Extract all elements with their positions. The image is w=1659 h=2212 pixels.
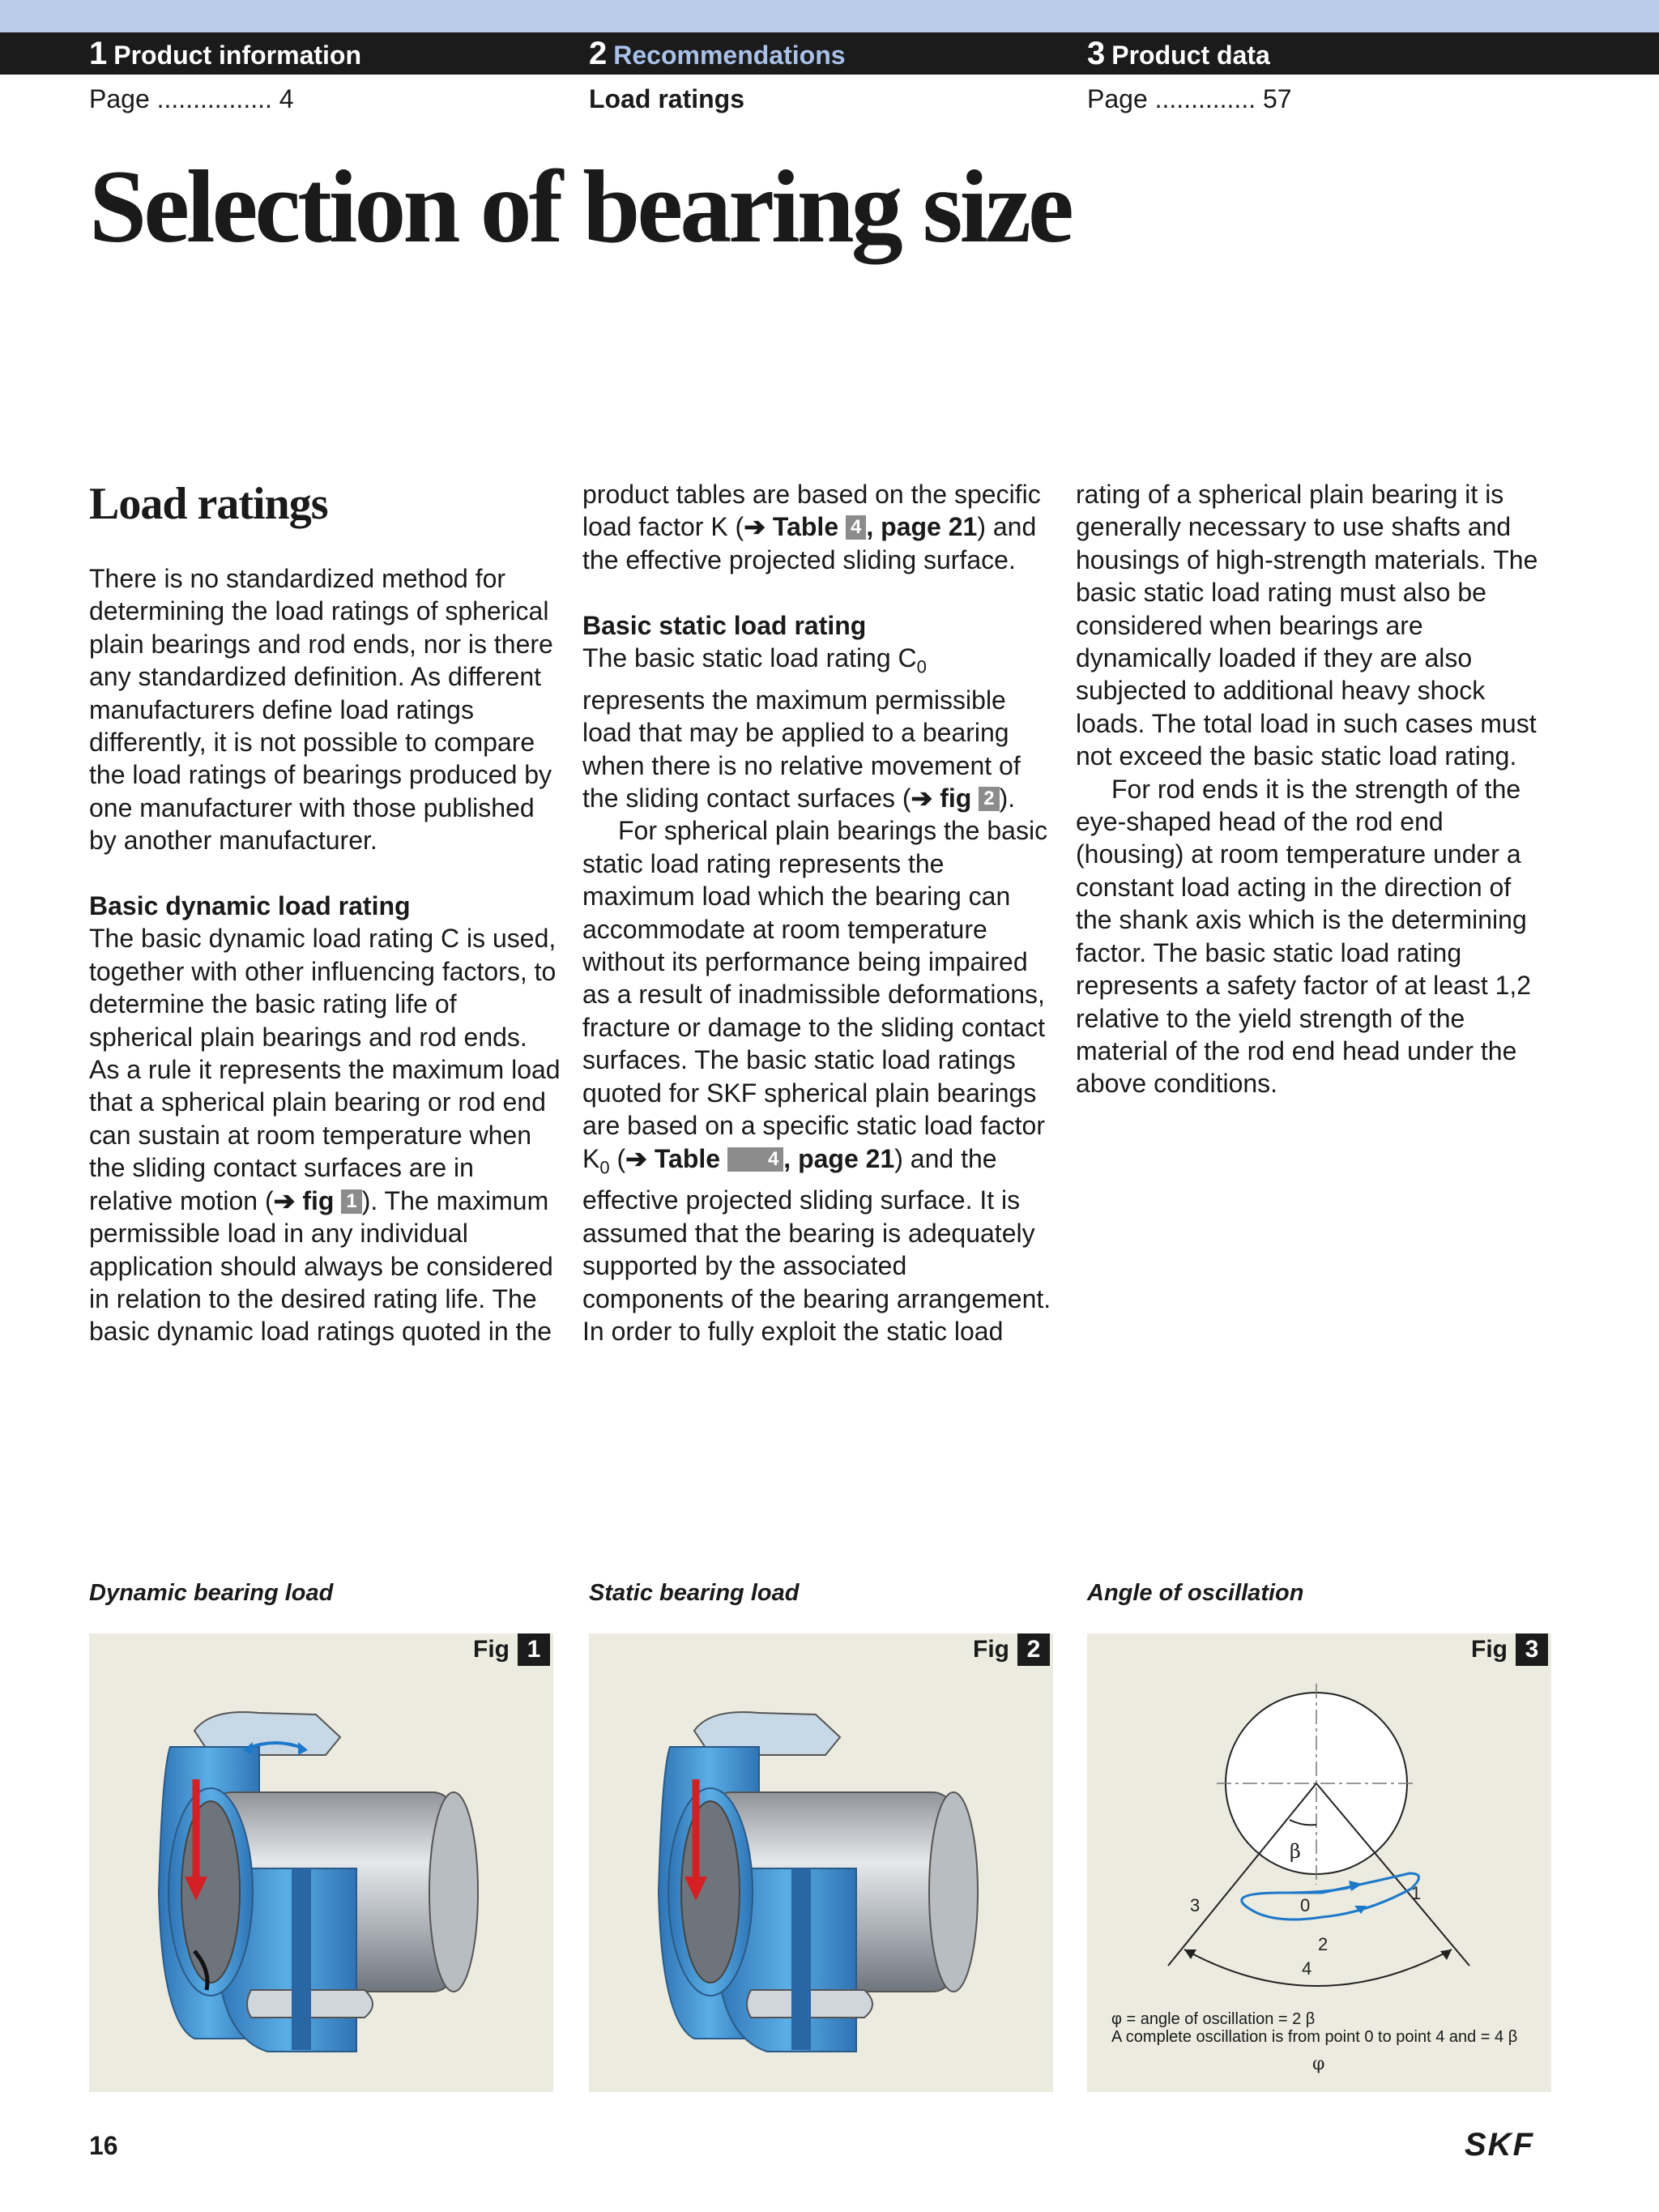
point-3-label: 3 — [1190, 1895, 1201, 1915]
nav-number: 3 — [1087, 36, 1106, 71]
page-ref-product-information[interactable]: Page ................ 4 — [89, 84, 294, 113]
body-text-flow — [89, 478, 1547, 1369]
beta-label: β — [1290, 1840, 1301, 1863]
fig-3-label: Fig 3 — [1471, 1633, 1548, 1666]
point-2-label: 2 — [1318, 1934, 1328, 1954]
point-1-label: 1 — [1411, 1883, 1422, 1903]
nav-recommendations[interactable] — [589, 32, 846, 75]
nav-label: Recommendations — [613, 41, 846, 70]
point-4-label: 4 — [1302, 1958, 1312, 1979]
dynamic-load-heading: Basic dynamic load rating — [89, 891, 411, 921]
legend-line: φ = angle of oscillation = 2 β — [1111, 2010, 1316, 2028]
fig-1-link[interactable]: ➔ fig 1 — [274, 1186, 362, 1215]
table-4-link-2[interactable]: ➔ Table 4 , page 21 — [625, 1143, 895, 1173]
fig-1-dynamic-load — [89, 1633, 553, 2092]
top-band — [0, 0, 1659, 32]
fig-2-link[interactable]: ➔ fig 2 — [911, 784, 1000, 813]
nav-product-data[interactable] — [1087, 32, 1270, 75]
static-load-paragraph-2: For spherical plain bearings the basic static load rating represents the maximum load which the bearing can accommodate at room temperature without its performance being impaired as a result of inadmissible deformations, fracture or damage to the sliding contact surfaces. The basic static load ratings quoted for SKF spherical plain bearings are based on a specific static load factor $K_0$ (➔ Table 4 , page 21) and the effective projected sliding surface. It is assumed that the bearing is adequately supported by the associated components of the bearing arrangement. In order to fully exploit the static load rating of a spherical plain bearing it is generally necessary to use shafts and housings of high-strength materials. The basic static load rating must also be considered when bearings are dynamically loaded if they are also subjected to additional heavy shock loads. The total load in such cases must not exceed the basic static load rating. — [582, 480, 1538, 1346]
intro-paragraph: There is no standardized method for determining the load ratings of spherical plain bearings and rod ends, nor is there any standardized definition. As different manufacturers define load ratings differently, it is not possible to compare the load ratings of bearings produced by one manufacturer with those published by another manufacturer. — [89, 564, 553, 856]
rod-end-paragraph: For rod ends it is the strength of the eye-shaped head of the rod end (housing) at room temperature under a constant load acting in the direction of the shank axis which is the determining factor. The basic static load rating represents a safety factor of at least 1,2 relative to the yield strength of the material of the rod end head under the above conditions. — [1076, 774, 1532, 1099]
svg-text:SKF: SKF — [1465, 2127, 1534, 2162]
point-0-label: 0 — [1300, 1895, 1311, 1915]
nav-label: Product data — [1111, 41, 1270, 70]
table-4-link[interactable]: ➔ Table 4 , page 21 — [744, 512, 978, 542]
dynamic-load-paragraph: The basic dynamic load rating C is used, together with other influencing factors, to determine the basic rating life of spherical plain bearings and rod ends. As a rule it represents the maximum load that a spherical plain bearing or rod end can sustain at room temperature when the sliding contact surfaces are in relative motion (➔ fig 1 ). The maximum permissible load in any individual application should always be considered in relation to the desired rating life. The basic dynamic load ratings quoted in the product tables are based on the specific load factor K (➔ Table 4 , page 21) and the effective projected sliding surface. — [89, 480, 1041, 1347]
phi-label: φ — [1312, 2054, 1325, 2074]
nav-number: 1 — [89, 36, 108, 71]
dynamic-bearing-illustration — [89, 1633, 553, 2092]
section-heading: Load ratings — [89, 479, 328, 529]
page-title: Selection of bearing size — [89, 149, 1071, 264]
fig-3-legend — [1111, 2010, 1533, 2046]
static-load-heading: Basic static load rating — [582, 610, 867, 640]
skf-logo — [1465, 2126, 1546, 2162]
nav-label: Product information — [113, 41, 362, 70]
static-bearing-illustration — [589, 1633, 1053, 2092]
legend-line: A complete oscillation is from point 0 to point 4 and = 4 β — [1111, 2028, 1518, 2046]
nav-product-information[interactable] — [89, 32, 361, 75]
nav-number: 2 — [589, 36, 608, 71]
fig-1-label: Fig 1 — [473, 1633, 550, 1666]
fig-2-caption: Static bearing load — [589, 1580, 800, 1606]
fig-1-caption: Dynamic bearing load — [89, 1580, 334, 1606]
page-ref-product-data[interactable]: Page .............. 57 — [1087, 84, 1292, 113]
fig-2-label: Fig 2 — [973, 1633, 1050, 1666]
fig-3-caption: Angle of oscillation — [1087, 1580, 1304, 1606]
fig-3-oscillation-angle — [1087, 1633, 1551, 2092]
static-load-paragraph: The basic static load rating $C_0$ represents the maximum permissible load that may be applied to a bearing when there is no relative movement of the sliding contact surfaces (➔ fig 2 ). — [582, 643, 1021, 813]
section-subtitle: Load ratings — [589, 84, 745, 113]
fig-2-static-load — [589, 1633, 1053, 2092]
page-number: 16 — [89, 2131, 118, 2160]
